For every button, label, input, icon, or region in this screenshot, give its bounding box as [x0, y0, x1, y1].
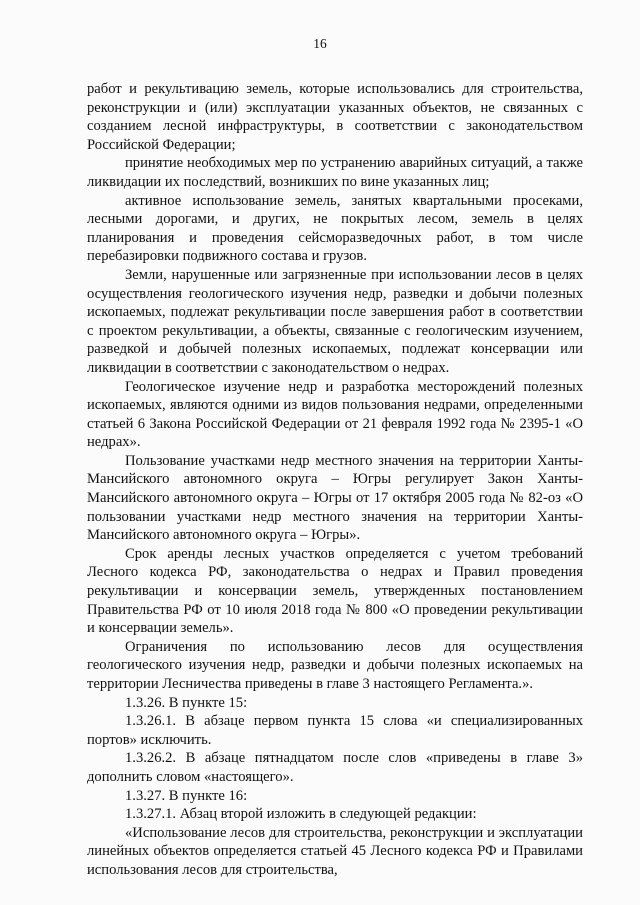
paragraph: Геологическое изучение недр и разработка месторождений полезных ископаемых, являются одними из видов пользования недрами, определенными статьей 6 Закона Российской Федерации от 21 февраля 1992 года № 2395-1 «О недрах».: [87, 378, 583, 451]
paragraph: принятие необходимых мер по устранению аварийных ситуаций, а также ликвидации их последствий, возникших по вине указанных лиц;: [87, 155, 583, 190]
document-body: [87, 80, 583, 880]
paragraph: Земли, нарушенные или загрязненные при использовании лесов в целях осуществления геологического изучения недр, разведки и добычи полезных ископаемых, подлежат рекультивации после завершения работ в соответствии с проектом рекультивации, а объекты, связанные с геологическим изучением, разведкой и добычей полезных ископаемых, подлежат консервации или ликвидации в соответствии с законодательством о недрах.: [87, 266, 583, 376]
paragraph: Срок аренды лесных участков определяется с учетом требований Лесного кодекса РФ, законодательства о недрах и Правил проведения рекультивации и консервации земель, утвержденных постановлением Правительства РФ от 10 июля 2018 года № 800 «О проведении рекультивации и консервации земель».: [87, 545, 583, 637]
paragraph: Ограничения по использованию лесов для осуществления геологического изучения недр, разведки и добычи полезных ископаемых на территории Лесничества приведены в главе 3 настоящего Регламента.».: [87, 638, 583, 692]
paragraph: работ и рекультивацию земель, которые использовались для строительства, реконструкции и (или) эксплуатации указанных объектов, не связанных с созданием лесной инфраструктуры, в соответствии с законодательством Российской Федерации;: [87, 81, 583, 153]
paragraph: 1.3.26.2. В абзаце пятнадцатом после слов «приведены в главе 3» дополнить словом «настоящего».: [87, 750, 583, 785]
paragraph: 1.3.27.1. Абзац второй изложить в следующей редакции:: [125, 806, 477, 823]
paragraph: 1.3.26.1. В абзаце первом пункта 15 слова «и специализированных портов» исключить.: [87, 713, 583, 748]
paragraph: «Использование лесов для строительства, реконструкции и эксплуатации линейных объектов определяется статьей 45 Лесного кодекса РФ и Правилами использования лесов для строительства,: [87, 824, 583, 878]
page-number: 16: [313, 36, 327, 51]
paragraph: активное использование земель, занятых квартальными просеками, лесными дорогами, и других, не покрытых лесом, земель в целях планирования и проведения сейсморазведочных работ, в том числе перебазировки подвижного состава и грузов.: [87, 192, 583, 265]
paragraph: 1.3.27. В пункте 16:: [125, 787, 248, 804]
paragraph: 1.3.26. В пункте 15:: [125, 694, 248, 711]
paragraph: Пользование участками недр местного значения на территории Ханты-Мансийского автономного округа – Югры регулирует Закон Ханты-Мансийского автономного округа – Югры от 17 октября 2005 года № 82-оз «О пользовании участками недр местного значения на территории Ханты-Мансийского автономного округа – Югры».: [87, 452, 583, 544]
